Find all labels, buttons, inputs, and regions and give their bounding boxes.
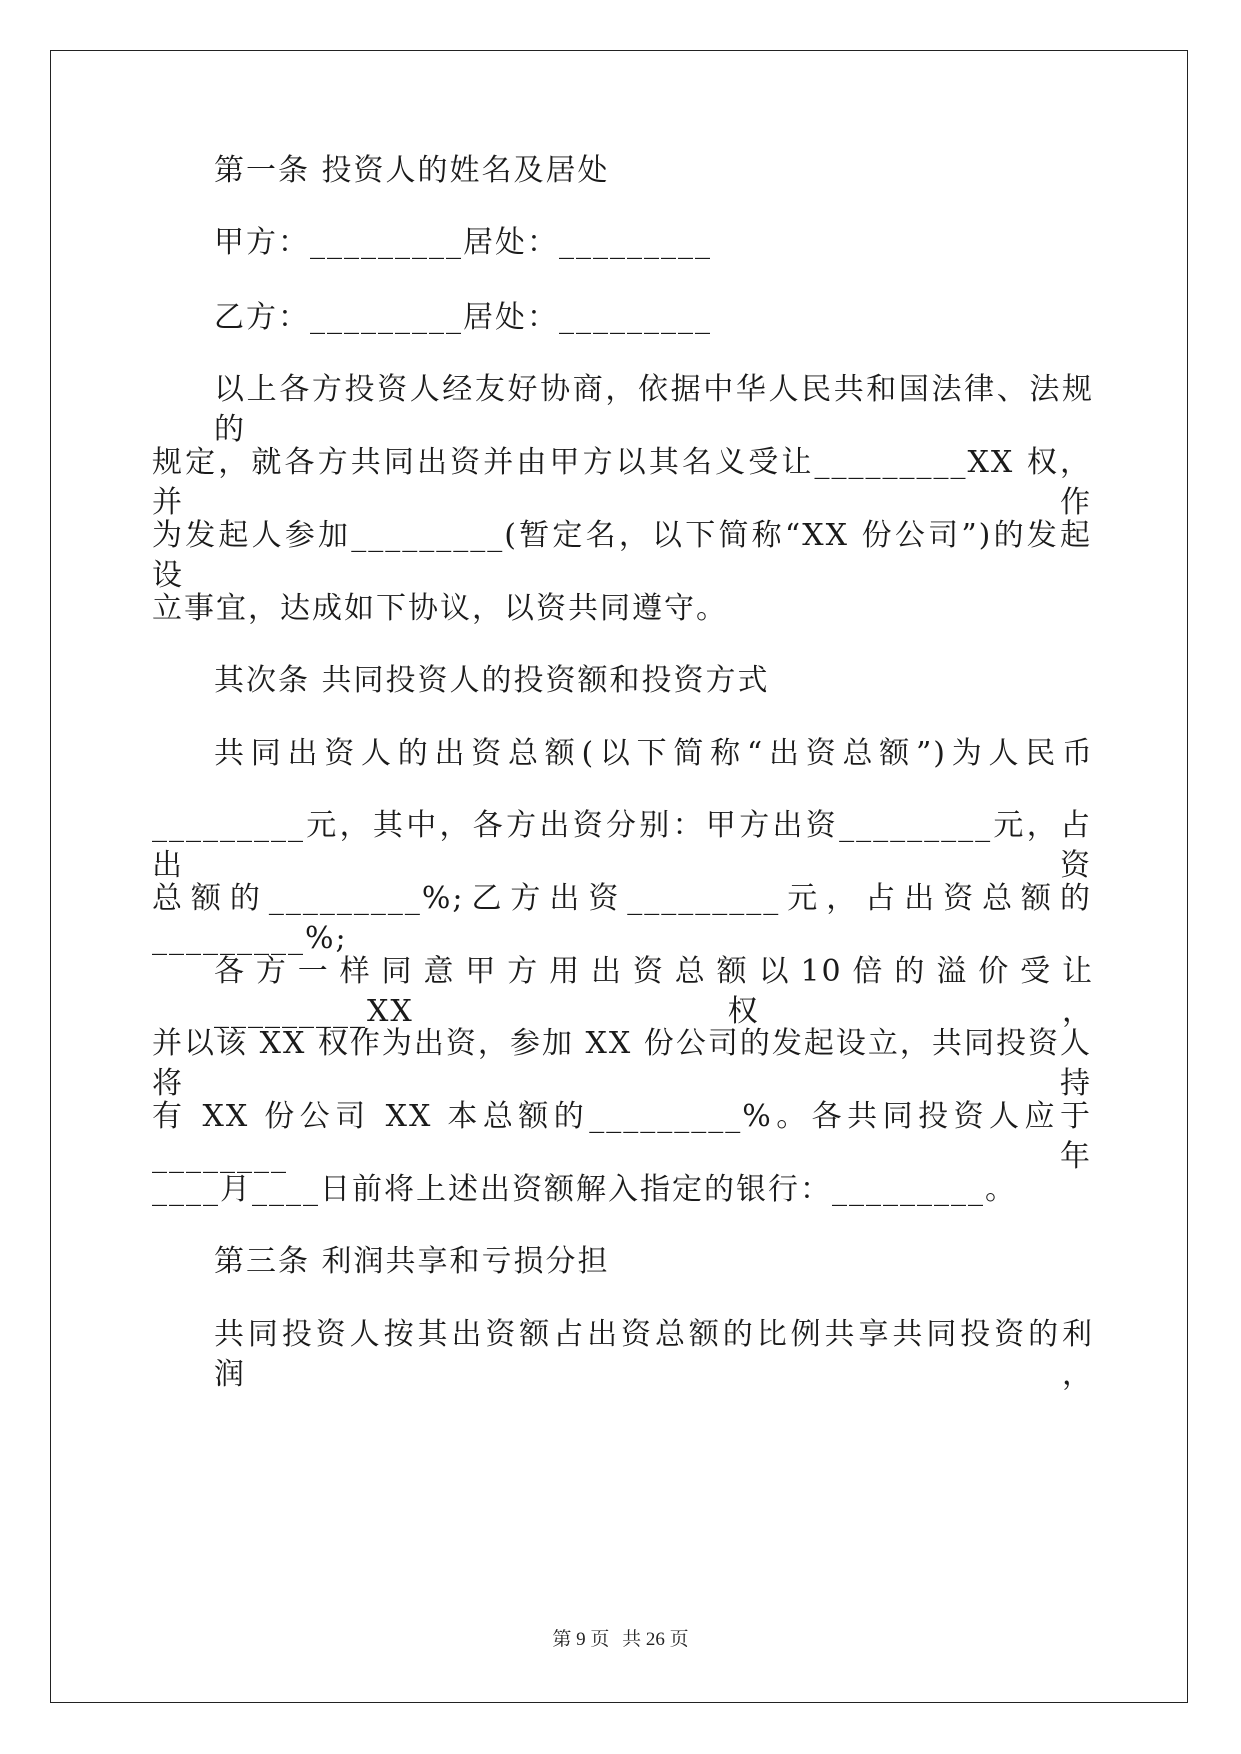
paragraph-line: ____月____日前将上述出资额解入指定的银行：_________。	[152, 1172, 1017, 1207]
paragraph-line: 立事宜，达成如下协议，以资共同遵守。	[152, 591, 728, 626]
paragraph-line: 有 XX 份公司 XX 本总额的_________%。各共同投资人应于________年	[152, 1099, 1092, 1174]
paragraph-line: 总额的_________%;乙方出资_________元，占出资总额的_________%;	[152, 881, 1092, 956]
page-total: 共 26 页	[622, 1629, 689, 1650]
article-2-heading: 其次条 共同投资人的投资额和投资方式	[214, 663, 770, 698]
paragraph-line: 共同投资人按其出资额占出资总额的比例共享共同投资的利润，	[214, 1317, 1094, 1392]
paragraph-line: 各方一样同意甲方用出资总额以10倍的溢价受让_________XX 权，	[214, 954, 1094, 1029]
paragraph-line: _________元，其中，各方出资分别：甲方出资_________元，占出资	[152, 808, 1092, 883]
paragraph-line: 共同出资人的出资总额(以下简称“出资总额”)为人民币	[214, 736, 1094, 771]
party-a-line: 甲方：_________居处：_________	[214, 225, 712, 260]
paragraph-line: 规定，就各方共同出资并由甲方以其名义受让_________XX 权，并作	[152, 445, 1092, 520]
article-3-heading: 第三条 利润共享和亏损分担	[214, 1244, 610, 1279]
page-number: 第 9 页	[552, 1629, 610, 1650]
article-1-heading: 第一条 投资人的姓名及居处	[214, 153, 610, 188]
page-footer	[0, 1624, 1241, 1651]
paragraph-line: 为发起人参加_________(暂定名，以下简称“XX 份公司”)的发起设	[152, 518, 1092, 593]
paragraph-line: 并以该 XX 权作为出资，参加 XX 份公司的发起设立，共同投资人将持	[152, 1026, 1092, 1101]
paragraph-line: 以上各方投资人经友好协商，依据中华人民共和国法律、法规的	[214, 372, 1094, 447]
party-b-line: 乙方：_________居处：_________	[214, 300, 712, 335]
